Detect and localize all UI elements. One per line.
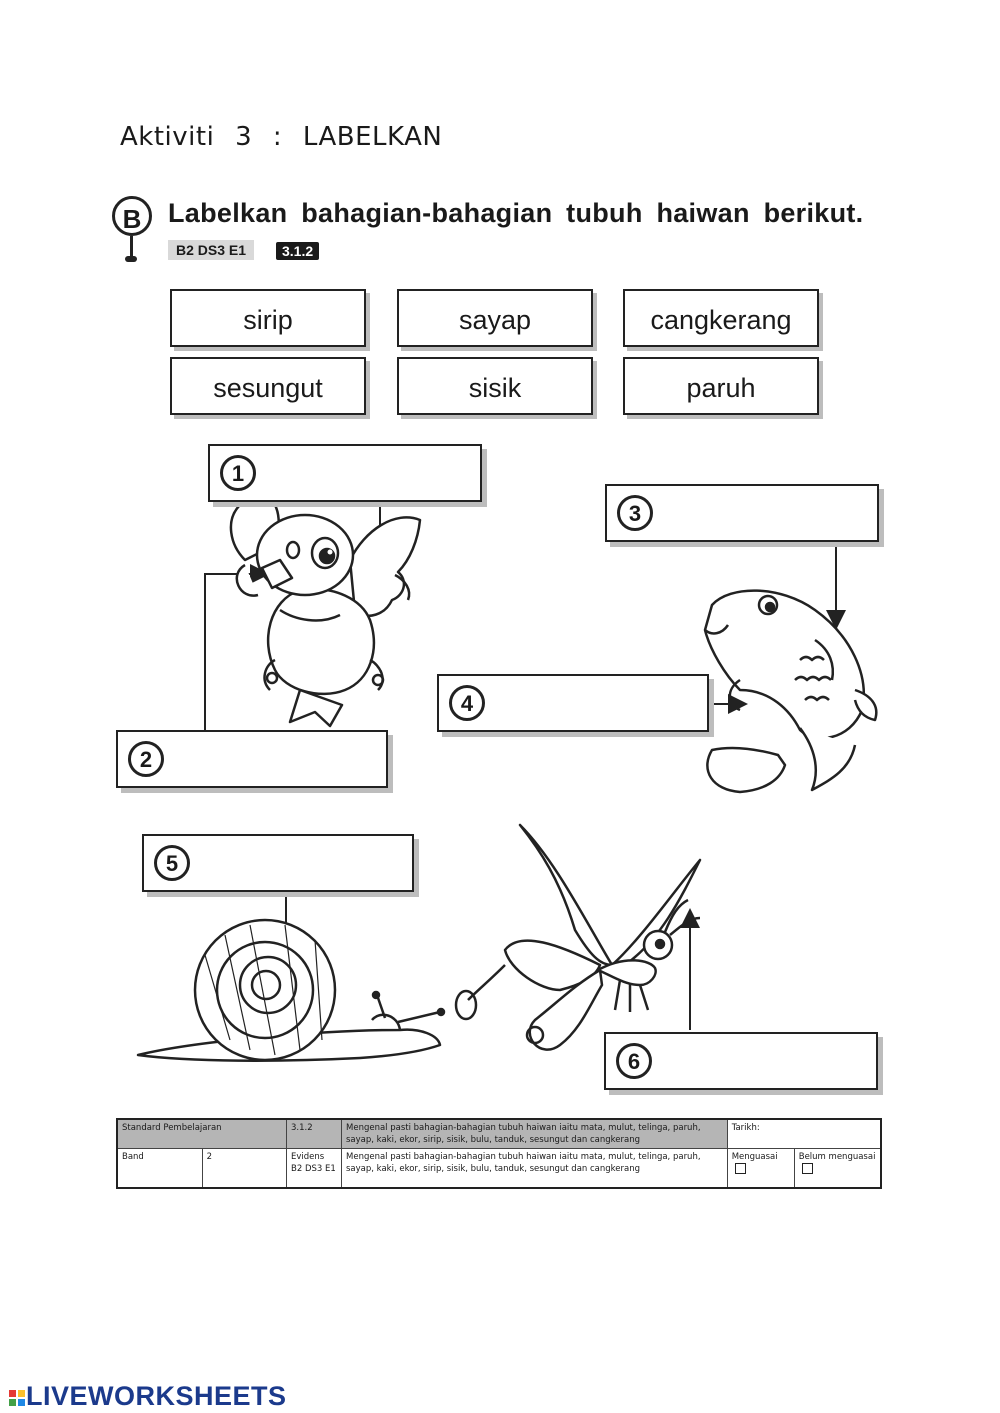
table-cell: Tarikh: [727,1119,881,1149]
mastered-label: Menguasai [731,1152,778,1162]
label-input-6[interactable] [666,1042,870,1082]
brand-name: LIVEWORKSHEETS [26,1381,287,1411]
label-number-3: 3 [617,495,653,531]
label-number-4: 4 [449,685,485,721]
label-number-2: 2 [128,741,164,777]
table-cell: Mengenal pasti bahagian-bahagian tubuh haiwan iaitu mata, mulut, telinga, paruh, sayap, kaki, ekor, sirip, sisik, bulu, tanduk, sesungut dan cangkerang [342,1119,728,1149]
word-bank-item: sirip [170,289,366,347]
label-box-2 [116,730,388,788]
table-cell: 2 [202,1149,286,1189]
activity-number: 3 [235,122,253,152]
mastered-checkbox[interactable] [735,1163,746,1174]
table-cell: Band [117,1149,202,1189]
label-box-1 [208,444,482,502]
standard-table [116,1118,882,1189]
instruction-heading: Labelkan bahagian-bahagian tubuh haiwan berikut. [168,198,864,228]
word-bank-item: sayap [397,289,593,347]
logo-mark-icon [8,1389,26,1407]
table-row [117,1149,881,1189]
butterfly-illustration [456,825,700,1050]
activity-separator: : [272,122,283,152]
label-input-3[interactable] [667,494,871,534]
bird-illustration [231,498,420,727]
label-input-4[interactable] [499,684,701,724]
activity-label: Aktiviti [120,122,215,152]
table-cell [794,1149,881,1189]
word-bank-item: sesungut [170,357,366,415]
word-bank-item: sisik [397,357,593,415]
label-input-2[interactable] [178,740,380,780]
label-number-1: 1 [220,455,256,491]
evidence-label: Evidens [291,1152,325,1162]
snail-illustration [138,920,444,1061]
not-mastered-label: Belum menguasai [798,1152,876,1162]
label-number-6: 6 [616,1043,652,1079]
footer-logo [8,1381,287,1412]
table-cell: Standard Pembelajaran [117,1119,287,1149]
label-input-1[interactable] [270,454,474,494]
label-box-6 [604,1032,878,1090]
table-cell [727,1149,794,1189]
word-bank-item: cangkerang [623,289,819,347]
not-mastered-checkbox[interactable] [802,1163,813,1174]
activity-name: LABELKAN [302,122,443,152]
label-box-5 [142,834,414,892]
word-bank-item: paruh [623,357,819,415]
pointer-line-2 [205,574,260,730]
label-box-3 [605,484,879,542]
table-cell: 3.1.2 [287,1119,342,1149]
standard-code-tag: 3.1.2 [276,242,319,260]
table-row [117,1119,881,1149]
fish-illustration [705,591,876,792]
table-cell [287,1149,342,1189]
evidence-code-tag: B2 DS3 E1 [168,240,254,260]
section-letter-badge: B [112,196,152,236]
label-input-5[interactable] [204,844,406,884]
label-box-4 [437,674,709,732]
table-cell: Mengenal pasti bahagian-bahagian tubuh haiwan iaitu mata, mulut, telinga, paruh, sayap, kaki, ekor, sirip, sisik, bulu, tanduk, sesungut dan cangkerang [342,1149,728,1189]
label-number-5: 5 [154,845,190,881]
evidence-code: B2 DS3 E1 [291,1164,336,1174]
